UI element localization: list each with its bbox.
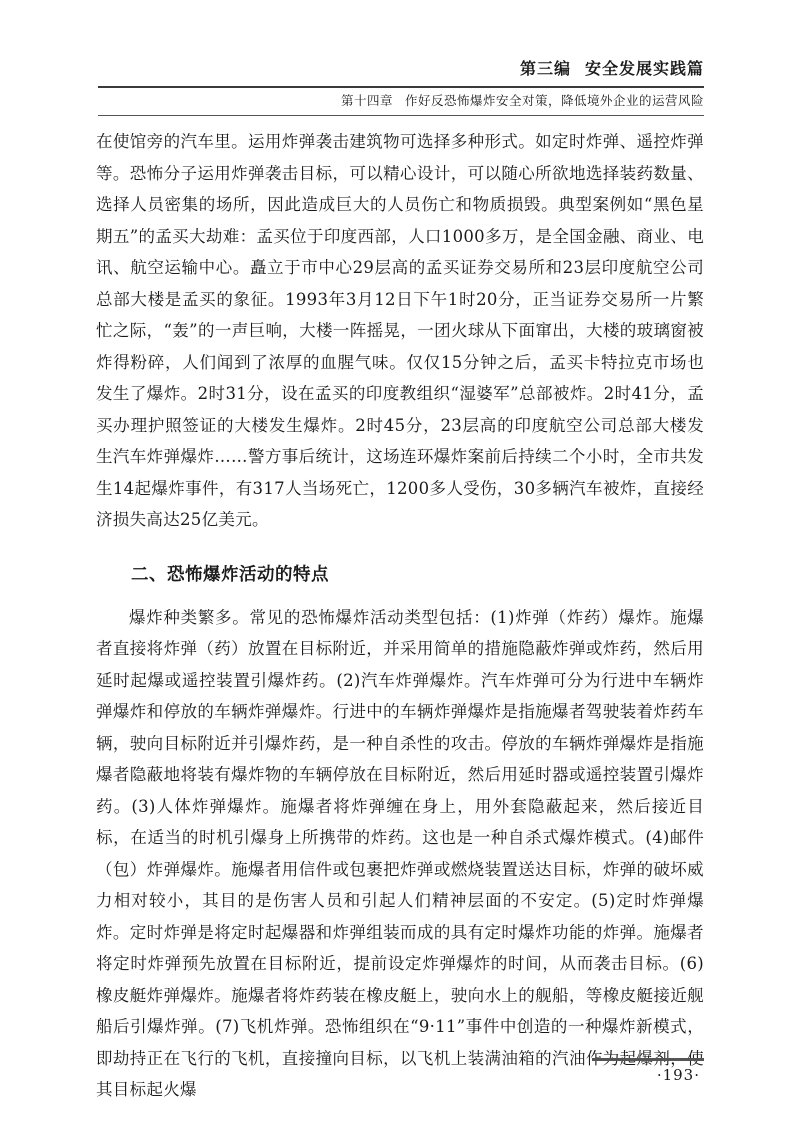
body-paragraph: 在使馆旁的汽车里。运用炸弹袭击建筑物可选择多种形式。如定时炸弹、遥控炸弹等。恐怖分子运用炸弹袭击目标，可以精心设计，可以随心所欲地选择装药数量、选择人员密集的场所，因此造成巨大的人员伤亡和物质损毁。典型案例如“黑色星期五”的孟买大劫难：孟买位于印度西部，人口1000多万，是全国金融、商业、电讯、航空运输中心。矗立于市中心29层高的孟买证券交易所和23层印度航空公司总部大楼是孟买的象征。1993年3月12日下午1时20分，正当证券交易所一片繁忙之际，“轰”的一声巨响，大楼一阵摇晃，一团火球从下面窜出，大楼的玻璃窗被炸得粉碎，人们闻到了浓厚的血腥气味。仅仅15分钟之后，孟买卡特拉克市场也发生了爆炸。2时31分，设在孟买的印度教组织“湿婆军”总部被炸。2时41分，孟买办理护照签证的大楼发生爆炸。2时45分，23层高的印度航空公司总部大楼发生汽车炸弹爆炸……警方事后统计，这场连环爆炸案前后持续二个小时，全市共发生14起爆炸事件，有317人当场死亡，1200多人受伤，30多辆汽车被炸，直接经济损失高达25亿美元。 (96, 132, 704, 529)
page-body (96, 126, 704, 1106)
page-number: ·193· (656, 1066, 700, 1084)
footer-rule (592, 1058, 704, 1061)
running-header (98, 58, 704, 116)
part-label: 第三编 (519, 59, 571, 78)
body-paragraph: 爆炸种类繁多。常见的恐怖爆炸活动类型包括：(1)炸弹（炸药）爆炸。施爆者直接将炸弹（药）放置在目标附近，并采用简单的措施隐蔽炸弹或炸药，然后用延时起爆或遥控装置引爆炸药。(2)汽车炸弹爆炸。汽车炸弹可分为行进中车辆炸弹爆炸和停放的车辆炸弹爆炸。行进中的车辆炸弹爆炸是指施爆者驾驶装着炸药车辆，驶向目标附近并引爆炸药，是一种自杀性的攻击。停放的车辆炸弹爆炸是指施爆者隐蔽地将装有爆炸物的车辆停放在目标附近，然后用延时器或遥控装置引爆炸药。(3)人体炸弹爆炸。施爆者将炸弹缠在身上，用外套隐蔽起来，然后接近目标，在适当的时机引爆身上所携带的炸药。这也是一种自杀式爆炸模式。(4)邮件（包）炸弹爆炸。施爆者用信件或包裹把炸弹或燃烧装置送达目标，炸弹的破坏威力相对较小，其目的是伤害人员和引起人们精神层面的不安定。(5)定时炸弹爆炸。定时炸弹是将定时起爆器和炸弹组装而成的具有定时爆炸功能的炸弹。施爆者将定时炸弹预先放置在目标附近，提前设定炸弹爆炸的时间，从而袭击目标。(6)橡皮艇炸弹爆炸。施爆者将炸药装在橡皮艇上，驶向水上的舰船，等橡皮艇接近舰船后引爆炸弹。(7)飞机炸弹。恐怖组织在“9·11”事件中创造的一种爆炸新模式，即劫持正在飞行的飞机，直接撞向目标，以飞机上装满油箱的汽油作为起爆剂，使其目标起火爆 (96, 607, 704, 1099)
chapter-rule (98, 115, 704, 116)
part-name: 安全发展实践篇 (584, 59, 704, 78)
chapter-title (98, 92, 704, 110)
section-heading: 二、恐怖爆炸活动的特点 (131, 564, 329, 585)
part-title (98, 58, 704, 80)
header-rule (98, 86, 704, 88)
chapter-name: 作好反恐怖爆炸安全对策，降低境外企业的运营风险 (404, 93, 704, 108)
chapter-label: 第十四章 (340, 93, 393, 108)
